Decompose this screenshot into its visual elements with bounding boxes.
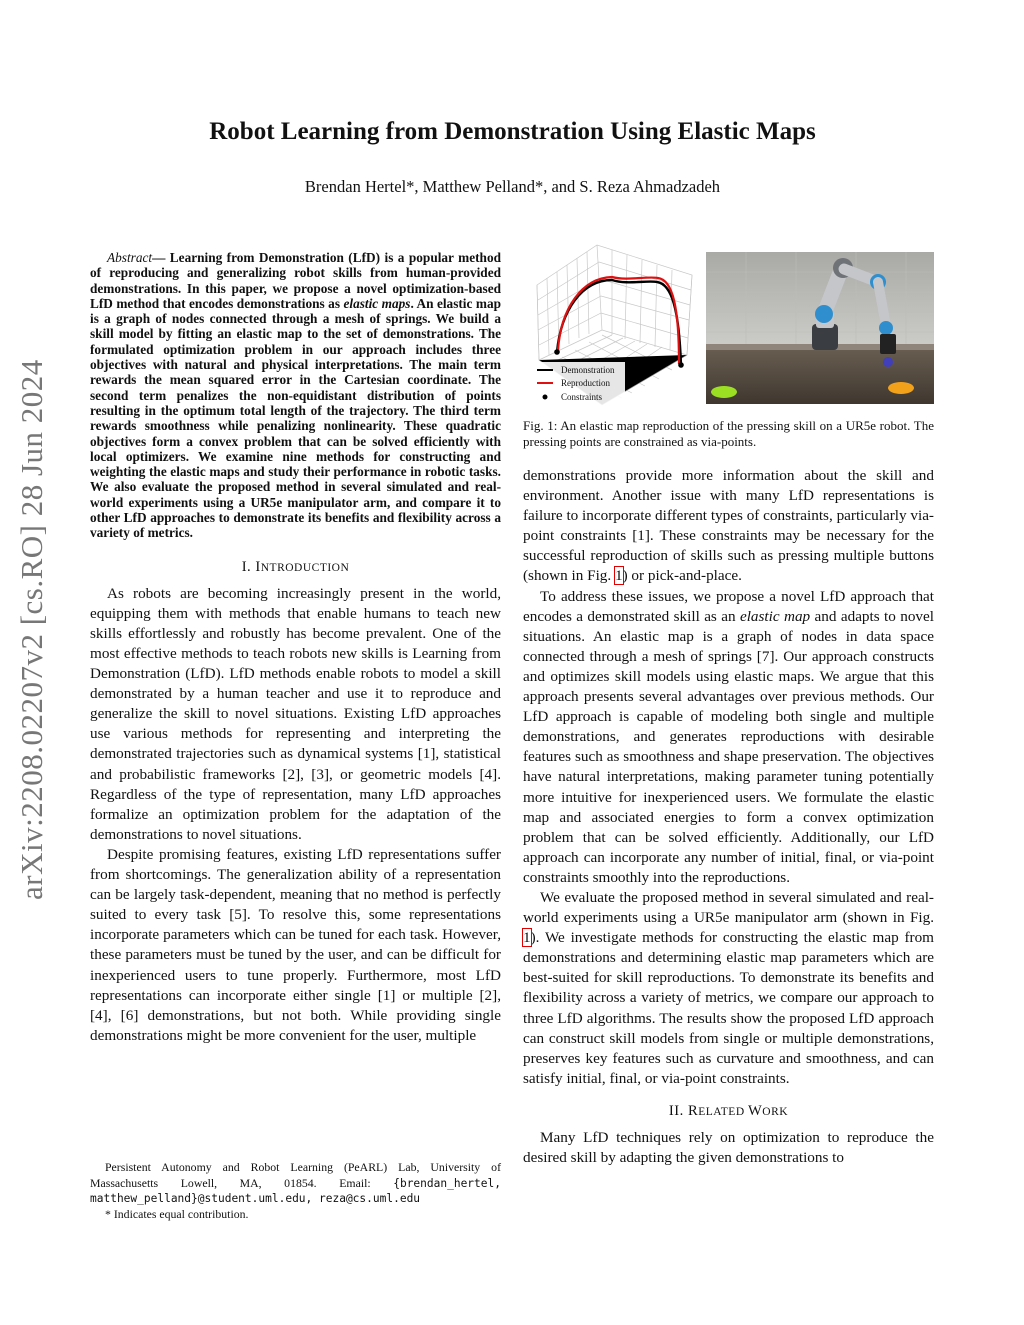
paper-authors: Brendan Hertel*, Matthew Pelland*, and S. Reza Ahmadzadeh: [304, 177, 721, 196]
intro-paragraph: Despite promising features, existing LfD representations suffer from shortcomings. The generalization ability of a representation can be largely task-dependent, meaning that no method is perfectly suited to every task [5]. To resolve this, some representations incorporate parameters which can be tuned for each task. However, these parameters must be tuned by the user, and can be difficult for inexperienced users to tune properly. Furthermore, most LfD representations can incorporate either single [1] or multiple [2], [4], [6] demonstrations, but not both. While providing single demonstrations might be more convenient for the user, multiple: [90, 845, 501, 1044]
body-paragraph: To address these issues, we propose a novel LfD approach that encodes a demonstrated skill as an elastic map and adapts to novel situations. An elastic map is a graph of nodes in data space connected through a mesh of springs [7]. Our approach constructs and optimizes skill models using elastic maps. We argue that this approach presents several advantages over previous methods. Our LfD approach is capable of modeling both single and multiple demonstrations, and generates reproductions with desirable features such as smoothness and shape preservation. The objectives have natural interpretations, making parameter tuning potentially more intuitive for inexperienced users. We formulate the elastic map and associated energies to form a convex optimization problem that can be solved efficiently. Additionally, our LfD approach can incorporate any number of initial, final, or via-point constraints smoothly into the reproductions.: [523, 587, 934, 886]
green-button: [711, 386, 737, 398]
figure-caption: Fig. 1: An elastic map reproduction of the pressing skill on a UR5e robot. The pressing points are constrained as via-points.: [523, 418, 934, 450]
section-heading-introduction: I. INTRODUCTION: [241, 558, 350, 575]
legend-demonstration-label: Demonstration: [561, 365, 615, 375]
demonstration-trajectory: [557, 280, 681, 365]
orange-button: [888, 382, 914, 394]
left-column: [90, 250, 501, 1046]
legend-constraints-label: Constraints: [561, 392, 603, 402]
legend-constraints-swatch: [543, 395, 548, 400]
abstract-emph: elastic maps: [343, 295, 411, 311]
constraint-point: [678, 362, 684, 368]
paper-title: Robot Learning from Demonstration Using Elastic Maps: [209, 118, 816, 145]
body-paragraph: We evaluate the proposed method in several simulated and real-world experiments using a UR5e manipulator arm (shown in Fig. 1). We investigate methods for constructing the elastic map from demonstrations and determining elastic map parameters which are best-suited for skill reproductions. To demonstrate its benefits and flexibility across a variety of metrics, we compare our approach to three LfD algorithms. The results show the proposed LfD approach can construct skill models from single or multiple demonstrations, preserves key features such as curvature and smoothness, and can satisfy initial, final, or via-point constraints.: [523, 888, 934, 1087]
footnotes: [90, 1160, 501, 1222]
constraint-point: [554, 349, 560, 355]
trajectory-3d-plot: [527, 240, 705, 410]
plot-legend: [533, 362, 625, 408]
abstract: Abstract— Learning from Demonstration (LfD) is a popular method of reproducing and generalizing robot skills from human-provided demonstrations. In this paper, we propose a novel optimization-based LfD method that encodes demonstrations as elastic maps. An elastic map is a graph of nodes connected through a mesh of springs. We build a skill model by fitting an elastic map to the set of demonstrations. The formulated optimization problem in our approach includes three objectives with natural and physical interpretations. The main term rewards the mean squared error in the Cartesian coordinate. The second term penalizes the non-equidistant distribution of points resulting in the optimum total length of the trajectory. The third term rewards smoothness while penalizing nonlinearity. These quadratic objectives form a convex problem that can be solved efficiently with local optimizers. We examine nine methods for constructing and weighting the elastic maps and study their performance in robotic tasks. We also evaluate the proposed method in several simulated and real-world experiments using a UR5e manipulator arm, and compare it to other LfD approaches to demonstrate its benefits and flexibility across a variety of metrics.: [90, 250, 501, 541]
right-column: [523, 466, 934, 1168]
legend-reproduction-label: Reproduction: [561, 378, 610, 388]
footnote-affiliation: Persistent Autonomy and Robot Learning (PeARL) Lab, University of Massachusetts Lowell, MA, 01854. Email: {brendan_hertel, matthew_pelland}@student.uml.edu, reza@cs.uml.edu: [90, 1160, 501, 1205]
figure-reference-link[interactable]: 1: [523, 929, 531, 947]
footnote-equal-contribution: * Indicates equal contribution.: [105, 1206, 249, 1221]
ur5e-robot-photo: [706, 252, 934, 404]
arxiv-margin-id: arXiv:2208.02207v2 [cs.RO] 28 Jun 2024: [14, 359, 49, 901]
body-paragraph: Many LfD techniques rely on optimization to reproduce the desired skill by adapting the given demonstrations to: [523, 1129, 934, 1167]
body-paragraph: demonstrations provide more information about the skill and environment. Another issue with many LfD representations is failure to incorporate different types of constraints, particularly via-point constraints [1]. These constraints may be necessary for the successful reproduction of skills such as pressing multiple buttons (shown in Fig. 1) or pick-and-place.: [523, 467, 934, 585]
figure-reference-link[interactable]: 1: [614, 567, 623, 585]
author-emails: {brendan_hertel, matthew_pelland}@student.uml.edu, reza@cs.uml.edu: [90, 1176, 501, 1205]
intro-paragraph: As robots are becoming increasingly present in the world, equipping them with methods that enable humans to teach new skills effortlessly and robustly has become prevalent. One of the most effective methods to teach robots new skills is Learning from Demonstration (LfD). LfD methods enable robots to model a skill demonstrated by a human teacher and use it to reproduce and generalize the skill to novel situations. Existing LfD approaches use various methods for representing and interpreting the demonstrated trajectories such as dynamical systems [1], statistical and probabilistic frameworks [2], [3], or geometric models [4]. Regardless of the type of representation, many LfD approaches formalize an optimization problem for the adaptation of the demonstrations to novel situations.: [90, 584, 501, 843]
abstract-label: Abstract: [107, 250, 153, 265]
section-heading-related-work: II. RELATED WORK: [668, 1102, 789, 1119]
